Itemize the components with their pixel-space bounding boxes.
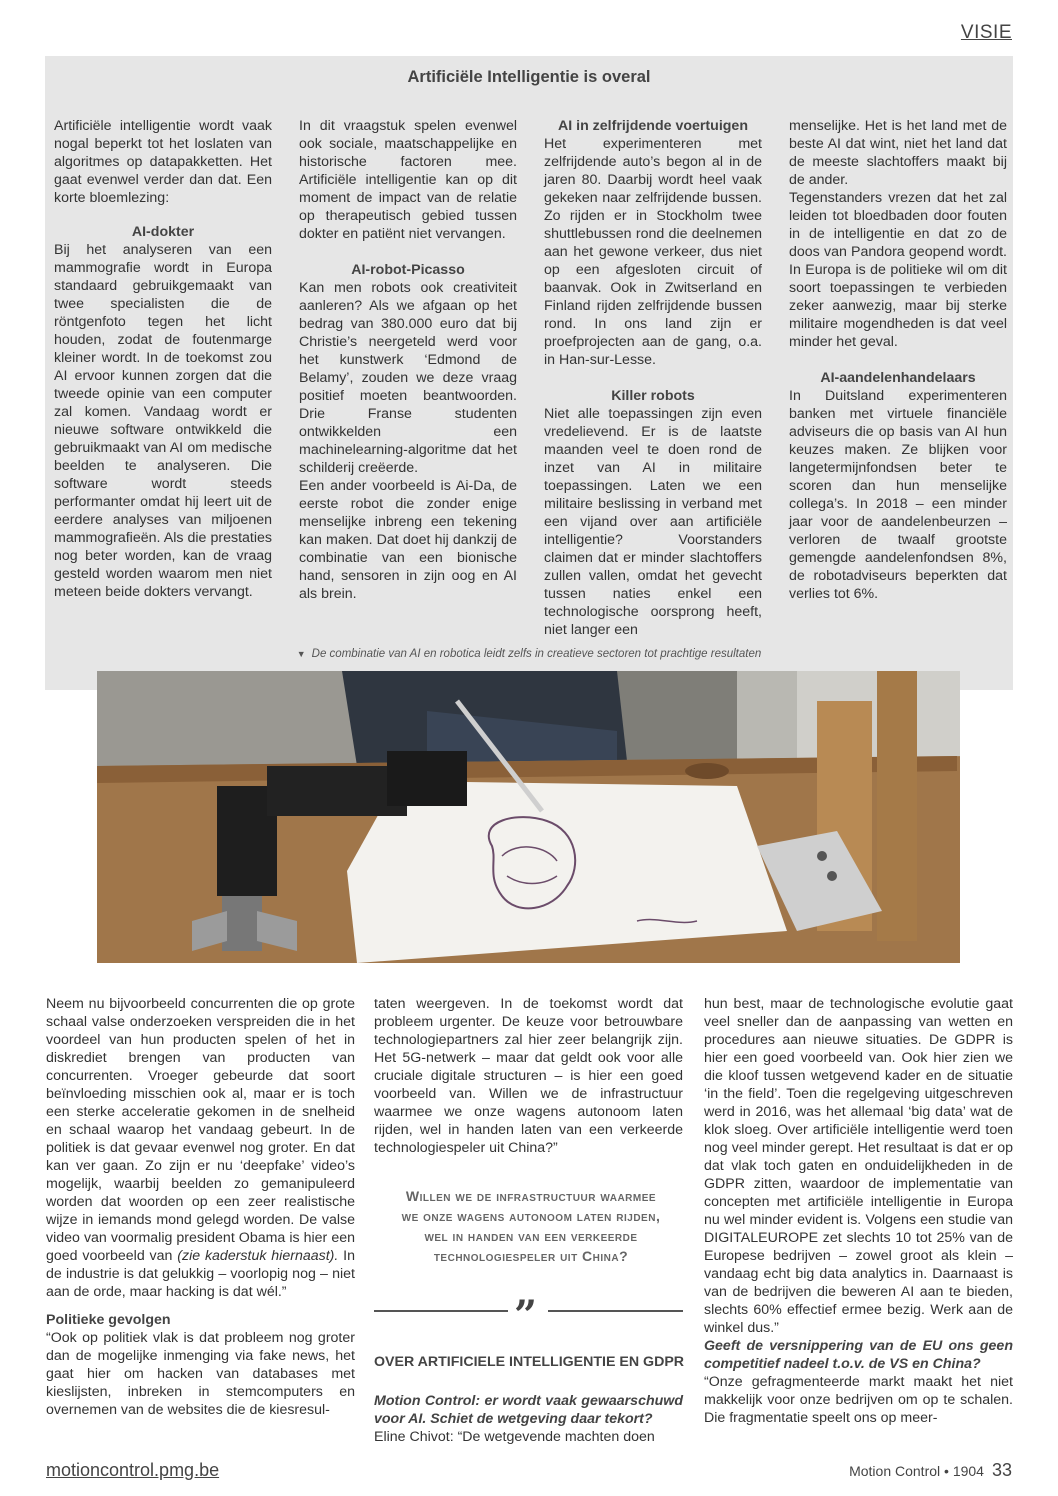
heading-killer-robots: Killer robots (611, 388, 695, 404)
article-column-2 (374, 995, 683, 1157)
paragraph-aandelenhandelaars: In Duitsland experimenteren banken met virtuele financiële adviseurs die op basis van AI hun keuzes maken. Ze blijken voor langetermijnfondsen beter te scoren dan hun menselijke collega’s. In 2018 – een minder jaar voor de aandelenbeurzen – verloren de twaalf grootste gemengde aandelenfondsen 8%, de robotadviseurs beperkten dat verlies tot 6%. (789, 388, 1007, 602)
article-column-3 (704, 995, 1013, 1427)
box-column-1 (54, 117, 272, 601)
paragraph-tegenstanders: Tegenstanders vrezen dat het zal leiden tot bloedbaden door fouten in de intelligentie en dat zo de doos van Pandora geopend wordt. In Europa is de politieke wil om dit soort toepassingen te verbieden zeker aanwezig, maar bij sterke militaire mogendheden is dat veel minder het geval. (789, 190, 1007, 350)
quote-mark-icon: ” (514, 1292, 538, 1339)
paragraph-menselijke: menselijke. Het is het land met de beste AI dat wint, niet het land dat de meeste slachtoffers maakt bij de ander. (789, 118, 1007, 188)
question-wetgeving: Motion Control: er wordt vaak gewaarschuwd voor AI. Schiet de wetgeving daar tekort? (374, 1393, 683, 1427)
interview-start (374, 1392, 683, 1446)
heading-ai-robot-picasso: AI-robot-Picasso (351, 262, 465, 278)
box-column-2 (299, 117, 517, 603)
paragraph-ai-da: Een ander voorbeeld is Ai-Da, de eerste robot die zonder enige menselijke inbreng een tekening kan maken. Dat doet hij dankzij de combinatie van een bionische hand, sensoren in zijn oog en AI als brein. (299, 478, 517, 602)
paragraph-picasso: Kan men robots ook creativiteit aanleren? Als we afgaan op het bedrag van 380.000 euro dat bij Christie’s neergeteld werd voor het kunstwerk ‘Edmond de Belamy’, zouden we deze vraag positief moeten beantwoorden. Drie Franse studenten ontwikkelden een machinelearning-algoritme dat het schilderij creëerde. (299, 280, 517, 476)
article-column-1 (46, 995, 355, 1419)
robot-drawing-photo (97, 671, 960, 963)
heading-politieke-gevolgen: Politieke gevolgen (46, 1312, 171, 1328)
caption-triangle-icon: ▼ (296, 649, 306, 659)
paragraph-killer-robots: Niet alle toepassingen zijn even vredelievend. Er is de laatste maanden veel te doen rond de inzet van AI in militaire toepassingen. Laten we een militaire beslissing in verband met een vijand over aan artificiële intelligentie? Voorstanders claimen dat er minder slachtoffers zullen vallen, omdat het gevecht tussen naties enkel een technologische oorsprong heeft, niet langer een (544, 406, 762, 638)
paragraph-politiek: “Ook op politiek vlak is dat probleem nog groter dan de mogelijke inmenging via fake news, het gaat hier om hacken van databases met kieslijsten, inbreken in stemcomputers en overnemen van de websites die de kiesresul- (46, 1330, 355, 1418)
photo-caption: ▼ De combinatie van AI en robotica leidt zelfs in creatieve sectoren tot prachtige resultaten (296, 648, 762, 660)
website-link[interactable]: motioncontrol.pmg.be (46, 1460, 220, 1480)
section-tag: VISIE (960, 22, 1012, 43)
paragraph-ai-dokter: Bij het analyseren van een mammografie wordt in Europa standaard gebruikgemaakt van twee specialisten die de röntgenfoto tegen het licht houden, zodat de foutenmarge kleiner wordt. In de toekomst zou AI ervoor kunnen zorgen dat die tweede opinie van een computer zal komen. Vandaag wordt er nieuwe software ontwikkeld die gebruikmaakt van AI om medische beelden te analyseren. Die software wordt steeds performanter omdat hij leert uit de eerdere analyses van miljoenen mammografieën. Als die prestaties nog beter worden, kan de vraag gesteld worden waarom men niet meteen beide dokters vervangt. (54, 242, 272, 600)
heading-zelfrijdend: AI in zelfrijdende voertuigen (558, 118, 748, 134)
quote-rule-right (548, 1310, 683, 1312)
question-versnippering: Geeft de versnippering van de EU ons geen competitief nadeel t.o.v. de VS en China? (704, 1338, 1013, 1372)
heading-aandelenhandelaars: AI-aandelenhandelaars (820, 370, 976, 386)
page-number: 33 (991, 1460, 1012, 1480)
heading-ai-dokter: AI-dokter (131, 224, 195, 240)
paragraph-social-factors: In dit vraagstuk spelen evenwel ook sociale, maatschappelijke en historische factoren mee. Artificiële intelligentie kan op dit moment de impact van de relatie op therapeutisch gebied tussen dokter en patiënt niet vervangen. (299, 118, 517, 242)
gdpr-subtitle: OVER ARTIFICIELE INTELLIGENTIE EN GDPR (374, 1354, 685, 1370)
box-intro: Artificiële intelligentie wordt vaak nogal beperkt tot het loslaten van algoritmes op datapakketten. Het gaat evenwel verder dan dat. Een korte bloemlezing: (54, 118, 272, 206)
pull-quote: Willen we de infrastructuur waarmee we onze wagens autonoom laten rijden, wel in handen van een verkeerde technologiespeler uit China? (401, 1188, 661, 1264)
paragraph-zelfrijdend: Het experimenteren met zelfrijdende auto’s begon al in de jaren 80. Daarbij wordt heel vaak gekeken naar zelfrijdende bussen. Zo rijden er in Stockholm twee shuttlebussen rond die deelnemen aan het gewone verkeer, dus niet op een afgesloten circuit of baanvak. Ook in Zwitserland en Finland rijden zelfrijdende bussen rond. In ons land zijn er proefprojecten aan de gang, o.a. in Han-sur-Lesse. (544, 136, 762, 368)
box-title: Artificiële Intelligentie is overal (407, 68, 651, 86)
answer-versnippering: “Onze gefragmenteerde markt maakt het niet makkelijk voor onze bedrijven om op te schalen. Die fragmentatie speelt ons op meer- (704, 1374, 1013, 1426)
magazine-issue: Motion Control • 1904 (849, 1463, 984, 1479)
page-footer (849, 1460, 1012, 1481)
paragraph-concurrenten: Neem nu bijvoorbeeld concurrenten die op grote schaal valse onderzoeken verspreiden die in het voordeel van hun producten spelen of het in diskrediet brengen van producten van concurrenten. Vroeger gebeurde dat soort beïnvloeding misschien ook al, maar er is toch een sterke acceleratie gekomen in de snelheid en schaal waarop het vandaag gebeurt. In de politiek is dat gevaar evenwel nog groter. En dat kan ver gaan. Zo zijn er nu ‘deepfake’ video’s mogelijk, waarbij beelden zo gemanipuleerd worden dat woorden op een zeer realistische wijze in iemands mond gelegd worden. De valse video van voormalig president Obama is hier een goed voorbeeld van (zie kaderstuk hiernaast). In de industrie is dat gelukkig – voorlopig nog – niet aan de orde, maar hacking is dat wél.” (46, 996, 355, 1300)
paragraph-gdpr: hun best, maar de technologische evolutie gaat veel sneller dan de aanpassing van wetten en procedures aan nieuwe situaties. De GDPR is hier een goed voorbeeld van. Ook hier zien we die kloof tussen wetgevend kader en de situatie ‘in the field’. Toen die regelgeving uitgeschreven werd in 2016, was het allemaal ‘big data’ wat de klok sloeg. Over artificiële intelligentie werd toen nog veel minder gerept. Het resultaat is dat er op dat vlak toch gaten en onduidelijkheden in de GDPR zitten, waardoor de implementatie van concepten met artificiële intelligentie in Europa nu wel minder evident is. Volgens een studie van DIGITALEUROPE zet slechts 10 tot 25% van de Europese bedrijven – zowel groot als klein – vandaag echt big data analytics in. Daarnaast is van de bedrijven die beweren AI aan te bieden, slechts 60% effectief ermee bezig. Werk aan de winkel dus.” (704, 996, 1013, 1336)
answer-start: Eline Chivot: “De wetgevende machten doen (374, 1429, 655, 1445)
box-column-3 (544, 117, 762, 639)
robot-drawing-illustration (97, 671, 960, 963)
box-column-4 (789, 117, 1007, 603)
quote-rule-left (374, 1310, 508, 1312)
paragraph-5g: taten weergeven. In de toekomst wordt dat probleem urgenter. De keuze voor betrouwbare technologiepartners zal hier zeer belangrijk zijn. Het 5G-netwerk – maar dat geldt ook voor alle cruciale digitale structuren – is hier een goed voorbeeld van. Willen we de infrastructuur waarmee we onze wagens autonoom laten rijden, wel in handen laten van een verkeerde technologiespeler uit China?” (374, 996, 683, 1156)
